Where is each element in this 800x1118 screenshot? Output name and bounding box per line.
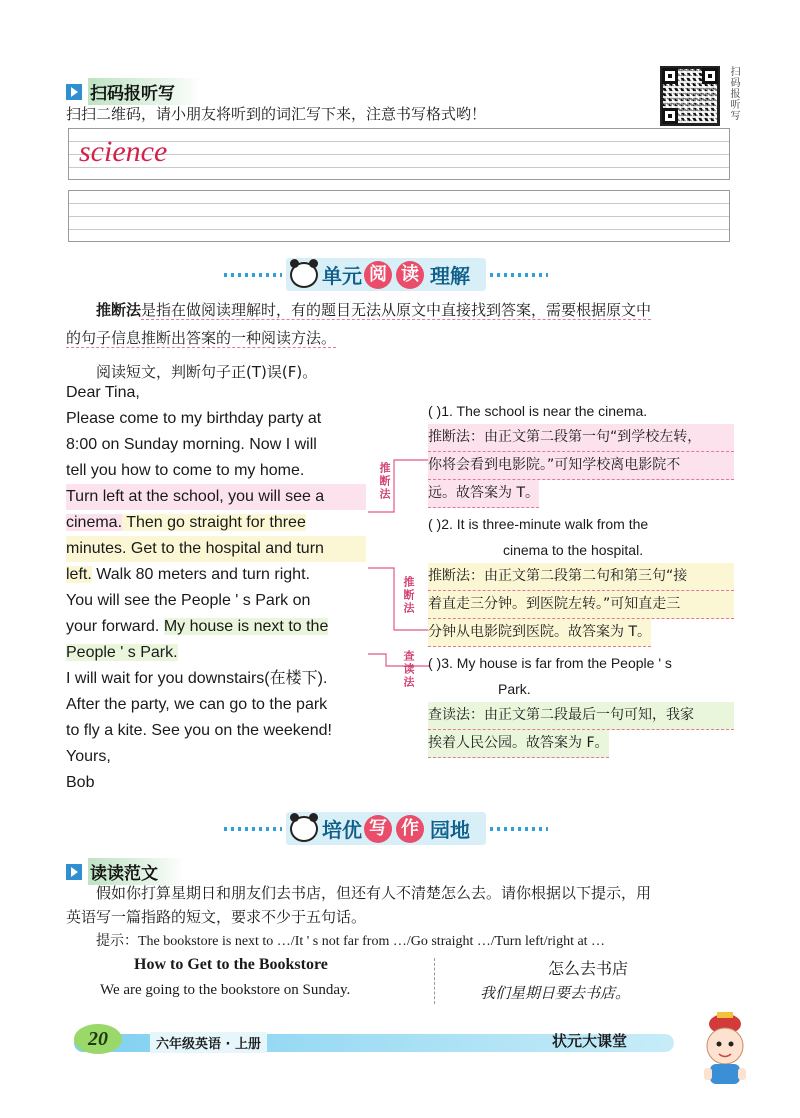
analysis-1-line3: 远。故答案为 T。	[428, 480, 539, 508]
letter-line: 8:00 on Sunday morning. Now I will	[66, 436, 317, 453]
letter-line: You will see the People ' s Park on	[66, 592, 311, 609]
reading-banner	[224, 258, 548, 291]
writing-line-box-2[interactable]	[68, 190, 730, 242]
letter-line: After the party, we can go to the park	[66, 696, 328, 713]
banner-text-1: 培优	[322, 818, 362, 842]
letter-line: Please come to my birthday party at	[66, 410, 322, 427]
method-intro-text: 是指在做阅读理解时，有的题目无法从原文中直接找到答案，需要根据原文中	[141, 301, 652, 319]
panda-icon	[290, 816, 318, 842]
side-label-1: 推断法	[378, 462, 391, 501]
side-label-3: 查读法	[402, 650, 415, 689]
analysis-2-line3: 分钟从电影院到医院。故答案为 T。	[428, 619, 651, 647]
letter-line: I will wait for you downstairs(在楼下).	[66, 670, 328, 687]
banner-dots-right	[490, 273, 548, 277]
writing-prompt-line2: 英语写一篇指路的短文，要求不少于五句话。	[66, 910, 367, 926]
banner-char-circle-2: 作	[396, 815, 424, 843]
essay-en-title: How to Get to the Bookstore	[134, 956, 328, 973]
essay-cn-line: 我们星期日要去书店。	[480, 986, 631, 1002]
side-label-2: 推断法	[402, 576, 415, 615]
questions-column	[428, 398, 734, 758]
banner-text-2: 理解	[430, 264, 470, 288]
question-2: ( )2. It is three-minute walk from the	[428, 516, 649, 532]
page-number: 20	[74, 1024, 122, 1054]
writing-line-box-1[interactable]	[68, 128, 730, 180]
panda-icon	[290, 262, 318, 288]
connector-2	[368, 568, 430, 630]
method-intro-line2: 的句子信息推断出答案的一种阅读方法。	[66, 329, 337, 347]
dictation-instruction: 扫扫二维码，请小朋友将听到的词汇写下来，注意书写格式哟！	[66, 105, 487, 123]
banner-dots-left	[224, 827, 282, 831]
letter-line-highlight: minutes. Get to the hospital and turn	[66, 536, 366, 562]
analysis-3-line2: 挨着人民公园。故答案为 F。	[428, 730, 609, 758]
task-instruction: 阅读短文，判断句子正(T)误(F)。	[96, 363, 318, 381]
dictation-section-title: 扫码报听写	[88, 78, 201, 105]
letter-line-highlight: My house is next to the	[163, 618, 329, 635]
letter-line-highlight: Then go straight for three	[122, 514, 306, 531]
writing-hint: 提示：The bookstore is next to …/It ' s not far from …/Go straight …/Turn left/right at …	[96, 934, 606, 949]
banner-dots-left	[224, 273, 282, 277]
analysis-1-line2: 你将会看到电影院。”可知学校离电影院不	[428, 452, 734, 480]
letter-line: to fly a kite. See you on the weekend!	[66, 722, 332, 739]
question-2-cont: cinema to the hospital.	[503, 542, 644, 558]
letter-line: your forward.	[66, 618, 164, 635]
question-3-cont: Park.	[498, 681, 531, 697]
writing-banner	[224, 812, 548, 845]
banner-char-circle-1: 写	[364, 815, 392, 843]
book-title: 六年级英语 · 上册	[150, 1032, 267, 1053]
letter-line: tell you how to come to my home.	[66, 462, 305, 479]
method-intro-line1	[96, 296, 736, 324]
letter-passage	[66, 380, 366, 796]
analysis-2: 推断法：由正文第二段第二句和第三句“接	[428, 563, 734, 591]
analysis-3: 查读法：由正文第二段最后一句可知，我家	[428, 702, 734, 730]
letter-line: Yours,	[66, 748, 111, 765]
arrow-icon	[66, 84, 82, 100]
question-1: ( )1. The school is near the cinema.	[428, 403, 648, 419]
banner-dots-right	[490, 827, 548, 831]
analysis-2-line2: 着直走三分钟。到医院左转。”可知直走三	[428, 591, 734, 619]
banner-char-circle-2: 读	[396, 261, 424, 289]
letter-line-highlight: Turn left at the school, you will see a	[66, 484, 366, 510]
model-essay-header	[66, 858, 184, 885]
letter-line-highlight: cinema.	[66, 514, 123, 531]
connector-3	[368, 654, 430, 666]
analysis-1: 推断法：由正文第二段第一句“到学校左转，	[428, 424, 734, 452]
banner-text-1: 单元	[322, 264, 362, 288]
letter-line: Bob	[66, 774, 95, 791]
qr-code-icon[interactable]	[660, 66, 720, 126]
banner-char-circle-1: 阅	[364, 261, 392, 289]
letter-line: Dear Tina,	[66, 384, 140, 401]
writing-prompt-line1: 假如你打算星期日和朋友们去书店，但还有人不清楚怎么去。请你根据以下提示，用	[96, 886, 652, 902]
model-essay-title: 读读范文	[88, 858, 184, 885]
arrow-icon	[66, 864, 82, 880]
column-divider	[434, 958, 435, 1004]
qr-caption: 扫码报听写	[728, 66, 739, 121]
question-3: ( )3. My house is far from the People ' s	[428, 655, 672, 671]
essay-en-line: We are going to the bookstore on Sunday.	[100, 982, 351, 998]
essay-cn-title: 怎么去书店	[548, 961, 629, 978]
letter-line-highlight: People ' s Park.	[66, 644, 178, 661]
method-term: 推断法	[96, 301, 142, 319]
brand-name: 状元大课堂	[552, 1032, 628, 1050]
mascot-icon	[690, 1010, 760, 1088]
reading-banner-title	[286, 258, 486, 291]
letter-line: Walk 80 meters and turn right.	[91, 566, 310, 583]
letter-line-highlight: left.	[66, 566, 92, 583]
writing-banner-title	[286, 812, 486, 845]
banner-text-2: 园地	[430, 818, 470, 842]
dictation-word: science	[79, 135, 168, 168]
